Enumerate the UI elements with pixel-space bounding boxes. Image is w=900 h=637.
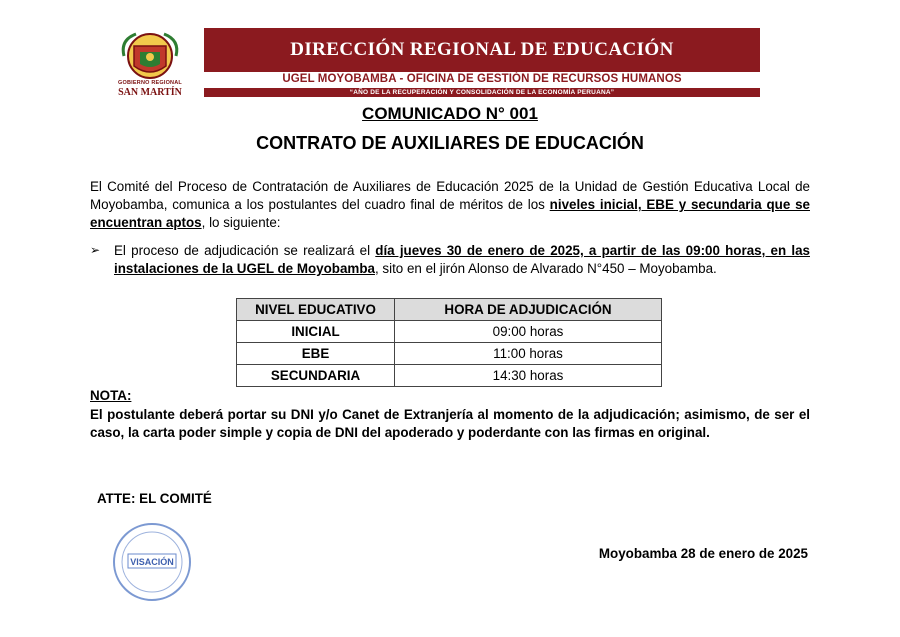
stamp-label: VISACIÓN: [130, 557, 174, 567]
logo-caption-line1: GOBIERNO REGIONAL: [118, 80, 182, 86]
column-header-time: HORA DE ADJUDICACIÓN: [395, 299, 662, 321]
intro-paragraph: [90, 178, 810, 232]
visacion-stamp: [110, 520, 194, 604]
note-label: NOTA:: [90, 388, 132, 403]
bullet-text-end: , sito en el jirón Alonso de Alvarado N°450 – Moyobamba.: [374, 261, 717, 276]
intro-text-end: , lo siguiente:: [201, 215, 281, 230]
intro-text-start: El Comité del Proceso de Contratación de Auxiliares de Educación 2025 de la Unidad de Gestión Educativa Local de Moyobamba, comunica a los postulantes del cuadro final de méritos de los: [90, 179, 810, 212]
arrow-bullet-icon: ➢: [90, 243, 101, 257]
place-date: Moyobamba 28 de enero de 2025: [598, 546, 808, 561]
bullet-highlight: día jueves 30 de enero de 2025, a partir de las 09:00 horas, en las instalaciones de la UGEL de Moyobamba: [114, 243, 810, 276]
level-cell: EBE: [237, 343, 395, 365]
bullet-text: [114, 242, 810, 278]
intro-highlight: niveles inicial, EBE y secundaria que se encuentran aptos: [90, 197, 810, 230]
header-banner: [204, 28, 760, 72]
header-subtitle: UGEL MOYOBAMBA - OFICINA DE GESTIÓN DE RECURSOS HUMANOS: [282, 73, 682, 85]
document-subtitle: CONTRATO DE AUXILIARES DE EDUCACIÓN: [256, 133, 644, 153]
time-cell: 09:00 horas: [395, 321, 662, 343]
logo-caption-line2: SAN MARTÍN: [118, 87, 182, 98]
time-cell: 11:00 horas: [395, 343, 662, 365]
time-cell: 14:30 horas: [395, 365, 662, 387]
table-row: [237, 343, 662, 365]
level-cell: SECUNDARIA: [237, 365, 395, 387]
schedule-table: [236, 298, 662, 387]
column-header-level: NIVEL EDUCATIVO: [237, 299, 395, 321]
year-motto: “AÑO DE LA RECUPERACIÓN Y CONSOLIDACIÓN DE LA ECONOMÍA PERUANA”: [204, 88, 760, 97]
note-text: El postulante deberá portar su DNI y/o Canet de Extranjería al momento de la adjudicación; asimismo, de ser el caso, la carta poder simple y copia de DNI del apoderado y poderdante con las firmas en original.: [90, 407, 810, 440]
banner-title: DIRECCIÓN REGIONAL DE EDUCACIÓN: [290, 39, 674, 60]
table-header-row: [237, 299, 662, 321]
signoff: ATTE: EL COMITÉ: [97, 491, 212, 506]
bullet-text-start: El proceso de adjudicación se realizará el: [114, 243, 376, 258]
document-title: COMUNICADO N° 001: [362, 104, 538, 123]
table-row: [237, 321, 662, 343]
level-cell: INICIAL: [237, 321, 395, 343]
table-row: [237, 365, 662, 387]
